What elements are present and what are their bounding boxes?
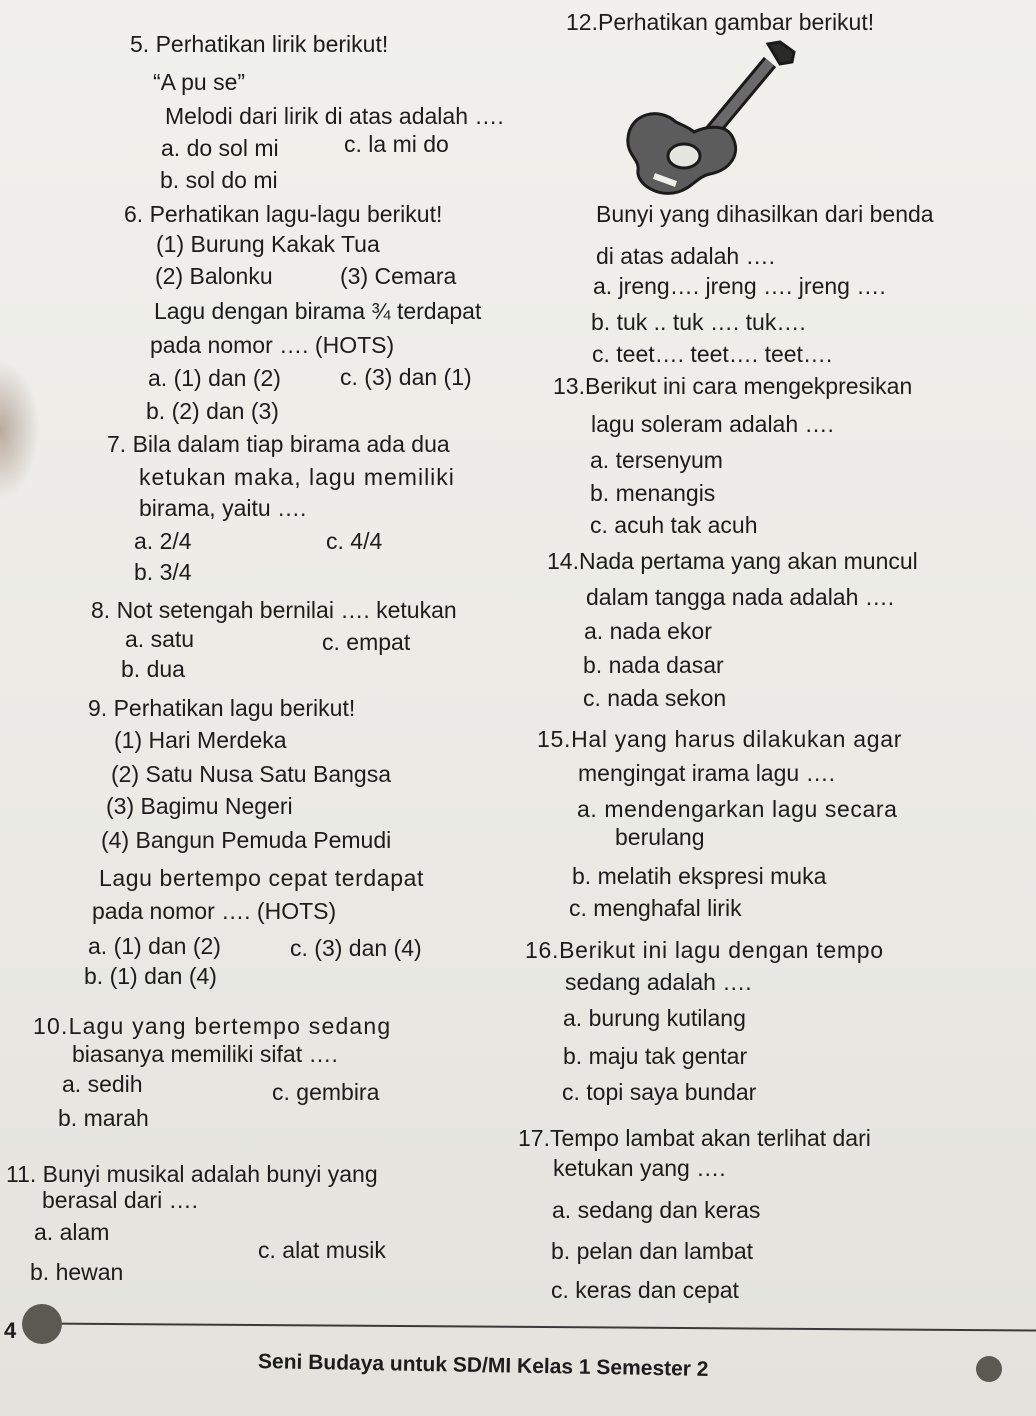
q11-option-b: b. hewan xyxy=(30,1259,124,1285)
q12-option-c: c. teet…. teet…. teet…. xyxy=(592,341,833,367)
q11-prompt-line2: berasal dari …. xyxy=(42,1187,198,1213)
q9-option-c: c. (3) dan (4) xyxy=(290,935,422,961)
q6-prompt-line1: Lagu dengan birama ¾ terdapat xyxy=(154,298,482,324)
q14-option-a: a. nada ekor xyxy=(584,618,712,644)
q17-prompt-line1: 17.Tempo lambat akan terlihat dari xyxy=(518,1125,871,1151)
q10-prompt-line1: 10.Lagu yang bertempo sedang xyxy=(33,1013,392,1039)
q8-option-b: b. dua xyxy=(121,656,185,682)
q16-prompt-line2: sedang adalah …. xyxy=(565,969,752,995)
q6-option-c: c. (3) dan (1) xyxy=(340,364,472,390)
q17-option-c: c. keras dan cepat xyxy=(551,1277,739,1303)
q9-song-3: (3) Bagimu Negeri xyxy=(106,793,293,819)
q8-option-a: a. satu xyxy=(125,626,195,652)
q13-option-b: b. menangis xyxy=(590,480,716,506)
thumb-shadow xyxy=(0,360,40,500)
q15-option-a-line2: berulang xyxy=(615,824,705,850)
q7-option-a: a. 2/4 xyxy=(134,528,192,554)
q5-option-a: a. do sol mi xyxy=(161,135,279,161)
q5-title: 5. Perhatikan lirik berikut! xyxy=(130,31,389,57)
q9-title: 9. Perhatikan lagu berikut! xyxy=(88,695,356,721)
q13-prompt-line1: 13.Berikut ini cara mengekpresikan xyxy=(553,373,913,399)
footer-decoration-icon xyxy=(22,1304,62,1344)
q15-option-b: b. melatih ekspresi muka xyxy=(572,863,827,889)
q14-option-c: c. nada sekon xyxy=(583,685,727,711)
q11-prompt-line1: 11. Bunyi musikal adalah bunyi yang xyxy=(6,1161,378,1187)
page-number: 4 xyxy=(4,1318,17,1343)
q14-prompt-line2: dalam tangga nada adalah …. xyxy=(586,584,895,610)
q10-option-b: b. marah xyxy=(58,1105,149,1131)
q8-title: 8. Not setengah bernilai …. ketukan xyxy=(91,597,457,623)
q10-option-a: a. sedih xyxy=(62,1071,143,1097)
q6-option-a: a. (1) dan (2) xyxy=(148,365,281,391)
q13-option-c: c. acuh tak acuh xyxy=(590,512,758,538)
q6-option-b: b. (2) dan (3) xyxy=(146,398,279,424)
q14-option-b: b. nada dasar xyxy=(583,652,724,678)
q9-prompt-line1: Lagu bertempo cepat terdapat xyxy=(99,865,424,891)
q9-song-2: (2) Satu Nusa Satu Bangsa xyxy=(111,761,391,787)
q11-option-c: c. alat musik xyxy=(258,1237,386,1263)
q6-title: 6. Perhatikan lagu-lagu berikut! xyxy=(124,201,443,227)
q10-prompt-line2: biasanya memiliki sifat …. xyxy=(72,1041,338,1067)
q12-prompt-line2: di atas adalah …. xyxy=(596,243,776,269)
corner-decoration-icon xyxy=(976,1356,1002,1382)
q15-option-c: c. menghafal lirik xyxy=(569,895,742,921)
q17-prompt-line2: ketukan yang …. xyxy=(553,1155,726,1181)
q9-option-a: a. (1) dan (2) xyxy=(88,933,221,959)
q16-option-b: b. maju tak gentar xyxy=(563,1043,748,1069)
q9-prompt-line2: pada nomor …. (HOTS) xyxy=(92,898,337,924)
q5-option-b: b. sol do mi xyxy=(160,167,278,193)
q16-option-a: a. burung kutilang xyxy=(563,1005,746,1031)
q7-prompt-line2: ketukan maka, lagu memiliki xyxy=(139,464,455,490)
q7-prompt-line1: 7. Bila dalam tiap birama ada dua xyxy=(107,431,450,457)
q6-prompt-line2: pada nomor …. (HOTS) xyxy=(150,332,395,358)
q12-option-b: b. tuk .. tuk …. tuk…. xyxy=(591,309,806,335)
q5-option-c: c. la mi do xyxy=(344,131,449,157)
q15-prompt-line1: 15.Hal yang harus dilakukan agar xyxy=(537,726,903,752)
q6-song-1: (1) Burung Kakak Tua xyxy=(156,231,380,257)
q13-option-a: a. tersenyum xyxy=(590,447,723,473)
q6-song-2: (2) Balonku xyxy=(155,263,273,289)
book-title: Seni Budaya untuk SD/MI Kelas 1 Semester 2 xyxy=(257,1350,709,1381)
q7-prompt-line3: birama, yaitu …. xyxy=(139,495,307,521)
q15-option-a-line1: a. mendengarkan lagu secara xyxy=(577,796,898,822)
q16-option-c: c. topi saya bundar xyxy=(562,1079,757,1105)
q6-song-3: (3) Cemara xyxy=(340,263,457,289)
q12-option-a: a. jreng…. jreng …. jreng …. xyxy=(593,273,886,299)
q16-prompt-line1: 16.Berikut ini lagu dengan tempo xyxy=(525,937,884,963)
q7-option-c: c. 4/4 xyxy=(326,528,383,554)
q13-prompt-line2: lagu soleram adalah …. xyxy=(591,411,834,437)
q17-option-a: a. sedang dan keras xyxy=(552,1197,761,1223)
q5-lyric: “A pu se” xyxy=(153,69,246,95)
q9-song-1: (1) Hari Merdeka xyxy=(114,727,287,753)
q12-title: 12.Perhatikan gambar berikut! xyxy=(566,9,875,35)
q11-option-a: a. alam xyxy=(34,1219,110,1245)
q17-option-b: b. pelan dan lambat xyxy=(551,1238,754,1264)
q10-option-c: c. gembira xyxy=(272,1079,380,1105)
q9-song-4: (4) Bangun Pemuda Pemudi xyxy=(101,827,392,853)
q8-option-c: c. empat xyxy=(322,629,411,655)
guitar-illustration xyxy=(618,36,804,204)
q12-prompt-line1: Bunyi yang dihasilkan dari benda xyxy=(596,201,934,227)
q15-prompt-line2: mengingat irama lagu …. xyxy=(578,760,835,786)
footer-rule xyxy=(40,1323,1036,1332)
q5-prompt: Melodi dari lirik di atas adalah …. xyxy=(165,103,504,129)
q9-option-b: b. (1) dan (4) xyxy=(84,963,217,989)
q7-option-b: b. 3/4 xyxy=(134,559,192,585)
q14-prompt-line1: 14.Nada pertama yang akan muncul xyxy=(547,548,918,574)
